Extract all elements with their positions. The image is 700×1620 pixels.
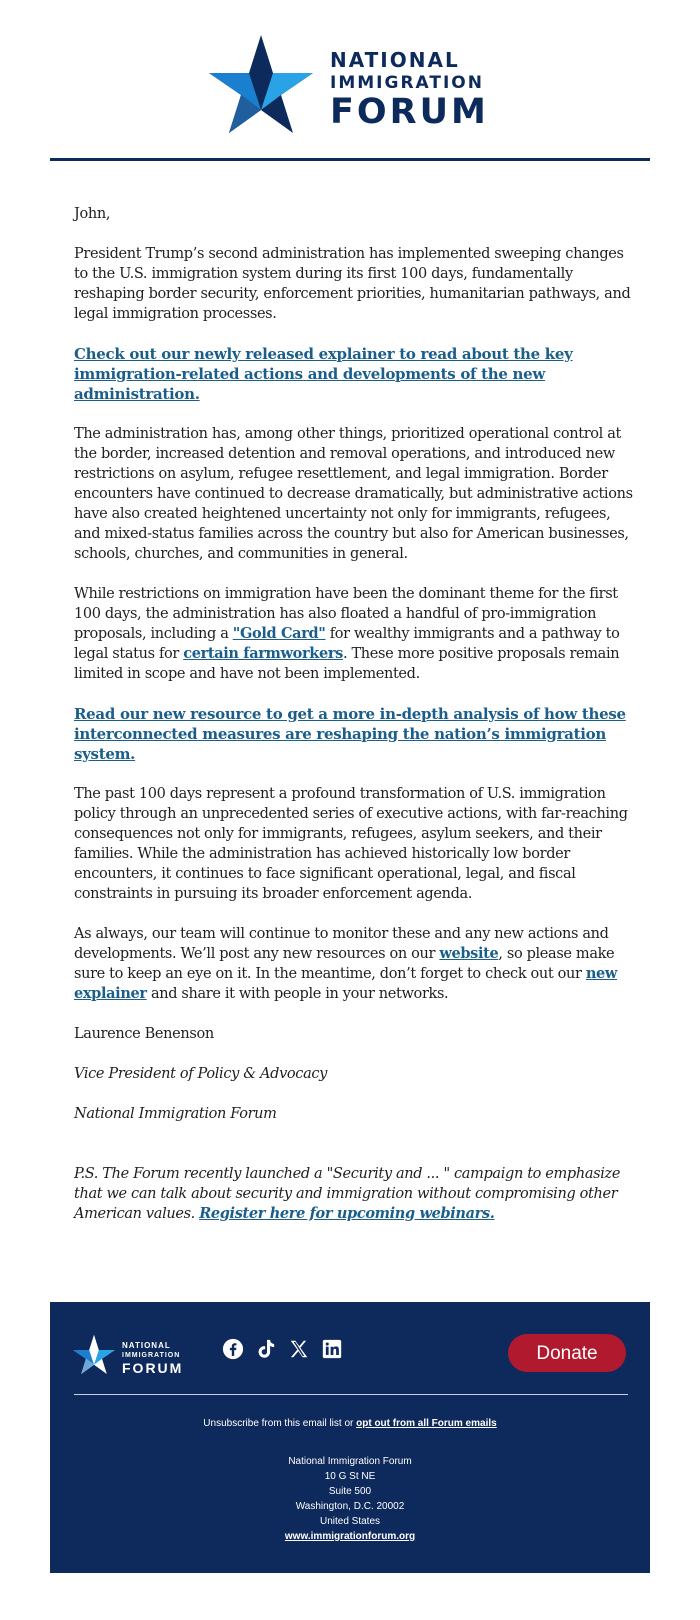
paragraph-transformation: The past 100 days represent a profound transformation of U.S. immigration policy through an unprecedented series of executive actions, with far-reaching consequences not only for immigrants, refugees, asylum seekers, and their families. While the administration has achieved historically low border encounters, it continues to face significant operational, legal, and fiscal constraints in pursuing its broader enforcement agenda. xyxy=(74,786,628,902)
email-footer xyxy=(50,1302,650,1573)
greeting: John, xyxy=(74,206,111,222)
website-link[interactable]: website xyxy=(439,945,499,962)
cta-explainer-paragraph xyxy=(74,344,634,404)
social-links xyxy=(222,1338,343,1360)
paragraph-monitoring: As always, our team will continue to monitor these and any new actions and developments. We’ll post any new resources on our website, so please make sure to keep an eye on it. In the meantime, don’t forget to check out our new explainer and share it with people in your networks. xyxy=(74,926,618,1002)
paragraph-intro: President Trump’s second administration has implemented sweeping changes to the U.S. immigration system during its first 100 days, fundamentally reshaping border security, enforcement priorities, humanitarian pathways, and legal immigration processes. xyxy=(74,246,631,322)
new-explainer-link[interactable]: new explainer xyxy=(74,965,618,1002)
email-header xyxy=(0,0,700,162)
address-country: United States xyxy=(319,1516,381,1527)
paragraph-actions: The administration has, among other things, prioritized operational control at the border, increased detention and removal operations, and introduced new restrictions on asylum, refugee resettlement, and legal immigration. Border encounters have continued to decrease dramatically, but administrative actions have also created heightened uncertainty not only for immigrants, refugees, and mixed-status families across the country but also for American businesses, schools, churches, and communities in general. xyxy=(74,426,633,562)
footer-divider xyxy=(74,1394,628,1395)
website-url-link[interactable]: www.immigrationforum.org xyxy=(284,1531,416,1542)
webinar-register-link[interactable]: Register here for upcoming webinars. xyxy=(199,1205,495,1222)
postscript: P.S. The Forum recently launched a "Security and ... " campaign to emphasize that we can talk about security and immigration without compromising other American values. Register here for upcoming webinars. xyxy=(74,1166,621,1222)
opt-out-link[interactable]: opt out from all Forum emails xyxy=(356,1418,497,1429)
footer-star-logo-icon xyxy=(72,1334,116,1374)
email-body xyxy=(74,204,634,1244)
gold-card-link[interactable]: "Gold Card" xyxy=(232,625,326,642)
footer-wordmark: NATIONAL IMMIGRATION FORUM xyxy=(122,1341,184,1376)
cta-resource-paragraph xyxy=(74,704,634,764)
address-street: 10 G St NE xyxy=(324,1471,376,1482)
forum-star-logo-icon xyxy=(207,33,315,133)
header-divider xyxy=(50,158,650,161)
linkedin-icon[interactable] xyxy=(321,1338,343,1360)
forum-wordmark: NATIONAL IMMIGRATION FORUM xyxy=(330,48,489,132)
signature-org: National Immigration Forum xyxy=(74,1106,277,1122)
x-icon[interactable] xyxy=(288,1338,310,1360)
unsubscribe-line: Unsubscribe from this email list or opt out from all Forum emails xyxy=(203,1418,497,1429)
explainer-link[interactable]: Check out our newly released explainer to read about the key immigration-related actions and developments of the new administration. xyxy=(74,345,573,403)
facebook-icon[interactable] xyxy=(222,1338,244,1360)
address-name: National Immigration Forum xyxy=(288,1456,412,1467)
mailing-address xyxy=(50,1454,650,1544)
donate-button[interactable]: Donate xyxy=(508,1334,626,1372)
signature-title: Vice President of Policy & Advocacy xyxy=(74,1066,327,1082)
farmworkers-link[interactable]: certain farmworkers xyxy=(183,645,343,662)
resource-link[interactable]: Read our new resource to get a more in-depth analysis of how these interconnected measures are reshaping the nation’s immigration system. xyxy=(74,705,626,763)
signature-name: Laurence Benenson xyxy=(74,1026,214,1042)
address-city: Washington, D.C. 20002 xyxy=(295,1501,405,1512)
tiktok-icon[interactable] xyxy=(255,1338,277,1360)
paragraph-proposals: While restrictions on immigration have been the dominant theme for the first 100 days, the administration has also floated a handful of pro-immigration proposals, including a "Gold Card" for wealthy immigrants and a pathway to legal status for certain farmworkers. These more positive proposals remain limited in scope and have not been implemented. xyxy=(74,586,620,682)
address-suite: Suite 500 xyxy=(328,1486,372,1497)
